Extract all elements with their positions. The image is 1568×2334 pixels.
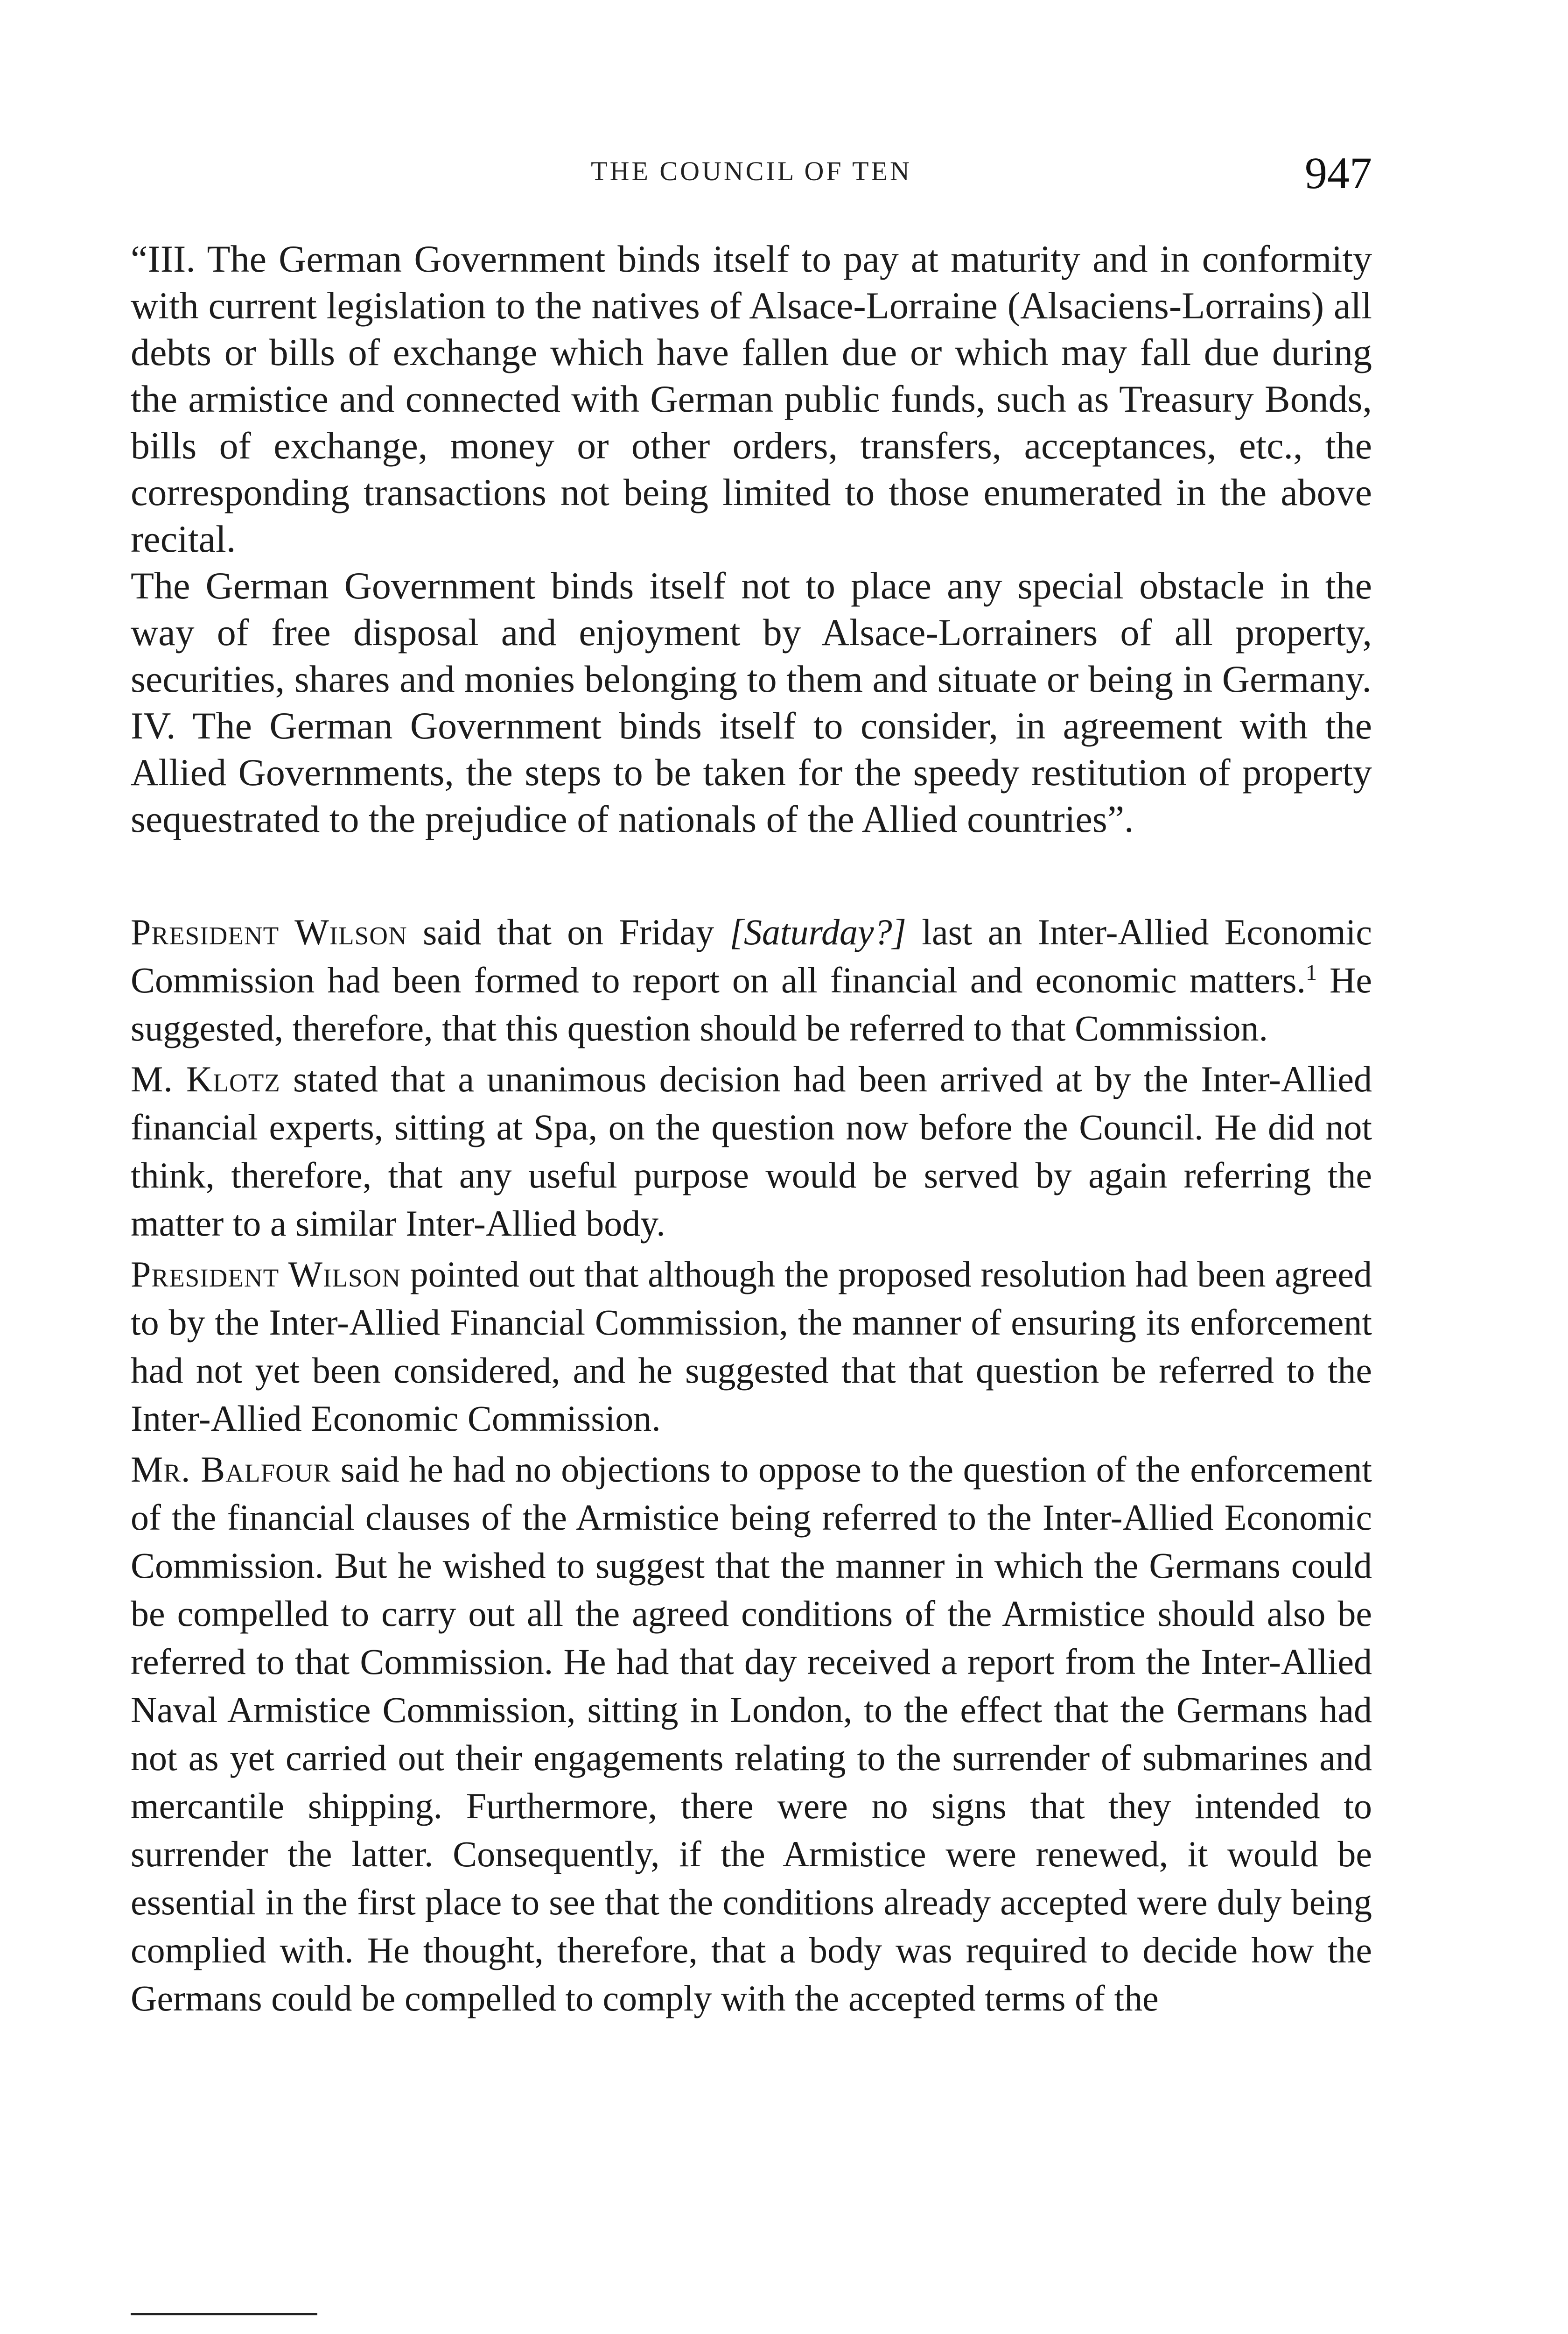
paragraph-text: said that on Friday <box>407 912 730 952</box>
speaker-name: Mr. Balfour <box>131 1449 331 1490</box>
speaker-name: President Wilson <box>131 912 407 952</box>
paragraph-wilson-2 <box>131 1250 1372 1442</box>
minutes-body <box>131 908 1372 2022</box>
speaker-name: President Wilson <box>131 1254 401 1294</box>
editorial-note: [Saturday?] <box>729 912 906 952</box>
footnote-reference[interactable]: 1 <box>1305 960 1317 985</box>
paragraph-text: said he had no objections to oppose to the question of the enforcement of the financial clauses of the Armistice being referred to the Inter-Allied Economic Commission. But he wished to suggest that the manner in which the Germans could be compelled to carry out all the agreed conditions of the Armistice should also be referred to that Commission. He had that day received a report from the Inter-Allied Naval Armistice Commission, sitting in London, to the effect that the Germans had not as yet carried out their engagements relating to the surrender of submarines and mercantile shipping. Furthermore, there were no signs that they intended to surrender the latter. Consequently, if the Armistice were renewed, it would be essential in the first place to see that the conditions already accepted were duly being complied with. He thought, therefore, that a body was required to decide how the Germans could be compelled to comply with the accepted terms of the <box>131 1449 1372 2018</box>
speaker-name: M. Klotz <box>131 1059 280 1099</box>
paragraph-text: last an Inter-Allied Economic Commission had been formed to report on all financial and economic matters. <box>131 912 1372 1000</box>
footnote-divider <box>131 2313 317 2315</box>
quote-paragraph-continuation: The German Government binds itself not to place any special obstacle in the way of free disposal and enjoyment by Alsace-Lorrainers of all property, securities, shares and monies belonging to them and situate or being in Germany. <box>131 564 1372 700</box>
running-title: THE COUNCIL OF TEN <box>591 156 912 186</box>
page-header <box>131 147 1372 198</box>
paragraph-klotz <box>131 1055 1372 1247</box>
quote-paragraph-iii: “III. The German Government binds itself to pay at maturity and in conformity with current legislation to the natives of Alsace-Lorraine (Alsaciens-Lorrains) all debts or bills of exchange which have fallen due or which may fall due during the armistice and connected with German public funds, such as Treasury Bonds, bills of exchange, money or other orders, transfers, acceptances, etc., the corresponding transactions not being limited to those enumerated in the above recital. <box>131 238 1372 560</box>
quote-paragraph-iv: IV. The German Government binds itself to consider, in agreement with the Allied Governments, the steps to be taken for the speedy restitution of property sequestrated to the prejudice of nationals of the Allied countries”. <box>131 704 1372 840</box>
paragraph-balfour <box>131 1445 1372 2022</box>
paragraph-text: stated that a unanimous decision had been arrived at by the Inter-Allied financial experts, sitting at Spa, on the question now before the Council. He did not think, therefore, that any useful purpose would be served by again referring the matter to a similar Inter-Allied body. <box>131 1059 1372 1244</box>
paragraph-text: pointed out that although the proposed resolution had been agreed to by the Inter-Allied Financial Commission, the manner of ensuring its enforcement had not yet been considered, and he suggested that that question be referred to the Inter-Allied Economic Commission. <box>131 1254 1372 1439</box>
paragraph-text: He suggested, therefore, that this question should be referred to that Commission. <box>131 960 1372 1048</box>
page-number: 947 <box>1305 148 1372 198</box>
quoted-resolution <box>131 236 1372 843</box>
paragraph-wilson-1 <box>131 908 1372 1052</box>
